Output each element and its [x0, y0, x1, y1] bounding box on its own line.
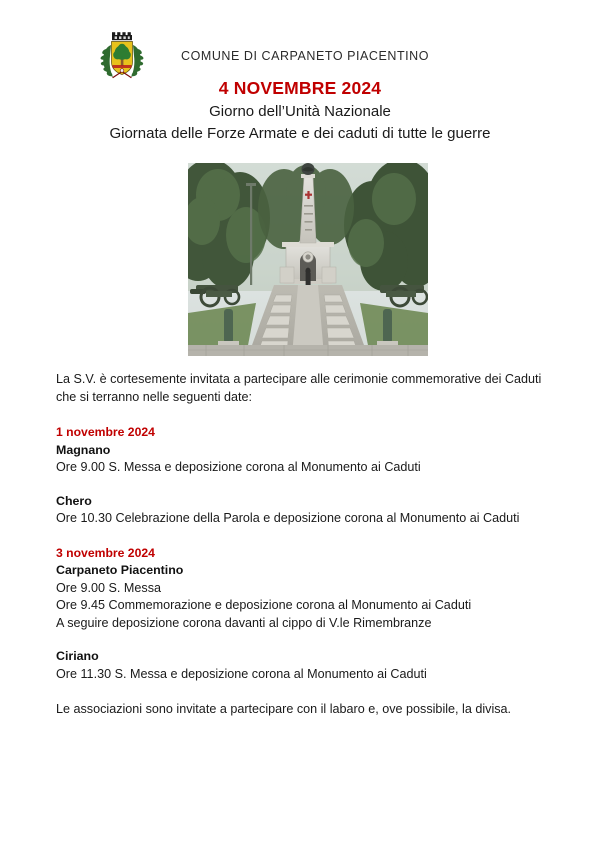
entry-detail-line: Ore 9.45 Commemorazione e deposizione corona al Monumento ai Caduti — [56, 598, 472, 612]
entry-detail-line: Ore 11.30 S. Messa e deposizione corona al Monumento ai Caduti — [56, 666, 427, 681]
schedule-section — [56, 424, 566, 528]
schedule-section — [56, 545, 566, 684]
spacer — [56, 528, 566, 545]
event-subtitle-armed-forces-day: Giornata delle Forze Armate e dei caduti di tutte le guerre — [109, 125, 491, 142]
closing-note: Le associazioni sono invitate a partecipare con il labaro e, ove possibile, la divisa. — [56, 702, 512, 716]
intro-line-2: che si terranno nelle seguenti date: — [56, 390, 253, 404]
section-date-heading: 1 novembre 2024 — [56, 425, 155, 439]
event-subtitle-national-unity-day: Giorno dell’Unità Nazionale — [209, 103, 391, 120]
war-memorial-monument-photo — [188, 163, 428, 356]
invitation-body — [56, 370, 566, 718]
section-date-heading: 3 novembre 2024 — [56, 545, 155, 560]
spacer — [56, 477, 566, 493]
entry-place-name: Magnano — [56, 442, 111, 457]
entry-detail-line: Ore 10.30 Celebrazione della Parola e deposizione corona al Monumento ai Caduti — [56, 511, 520, 525]
entry-detail-line: A seguire deposizione corona davanti al cippo di V.le Rimembranze — [56, 615, 432, 630]
intro-line-1: La S.V. è cortesemente invitata a partecipare alle cerimonie commemorative dei Caduti — [56, 372, 542, 386]
entry-place-name: Carpaneto Piacentino — [56, 563, 184, 577]
entry-place-name: Chero — [56, 493, 92, 508]
entry-place-name: Ciriano — [56, 649, 99, 663]
schedule-entry — [56, 648, 566, 683]
entry-detail-line: Ore 9.00 S. Messa e deposizione corona al Monumento ai Caduti — [56, 460, 421, 474]
organization-title: COMUNE DI CARPANETO PIACENTINO — [181, 49, 430, 63]
schedule-entry — [56, 562, 566, 632]
document-header — [0, 14, 600, 76]
coat-of-arms-icon — [99, 31, 145, 81]
spacer — [56, 683, 566, 700]
schedule-entry — [56, 442, 566, 477]
schedule-entry — [56, 493, 566, 528]
entry-detail-line: Ore 9.00 S. Messa — [56, 580, 161, 595]
title-block — [0, 78, 600, 144]
spacer — [56, 632, 566, 648]
spacer — [56, 406, 566, 424]
event-date-heading: 4 NOVEMBRE 2024 — [218, 78, 382, 98]
